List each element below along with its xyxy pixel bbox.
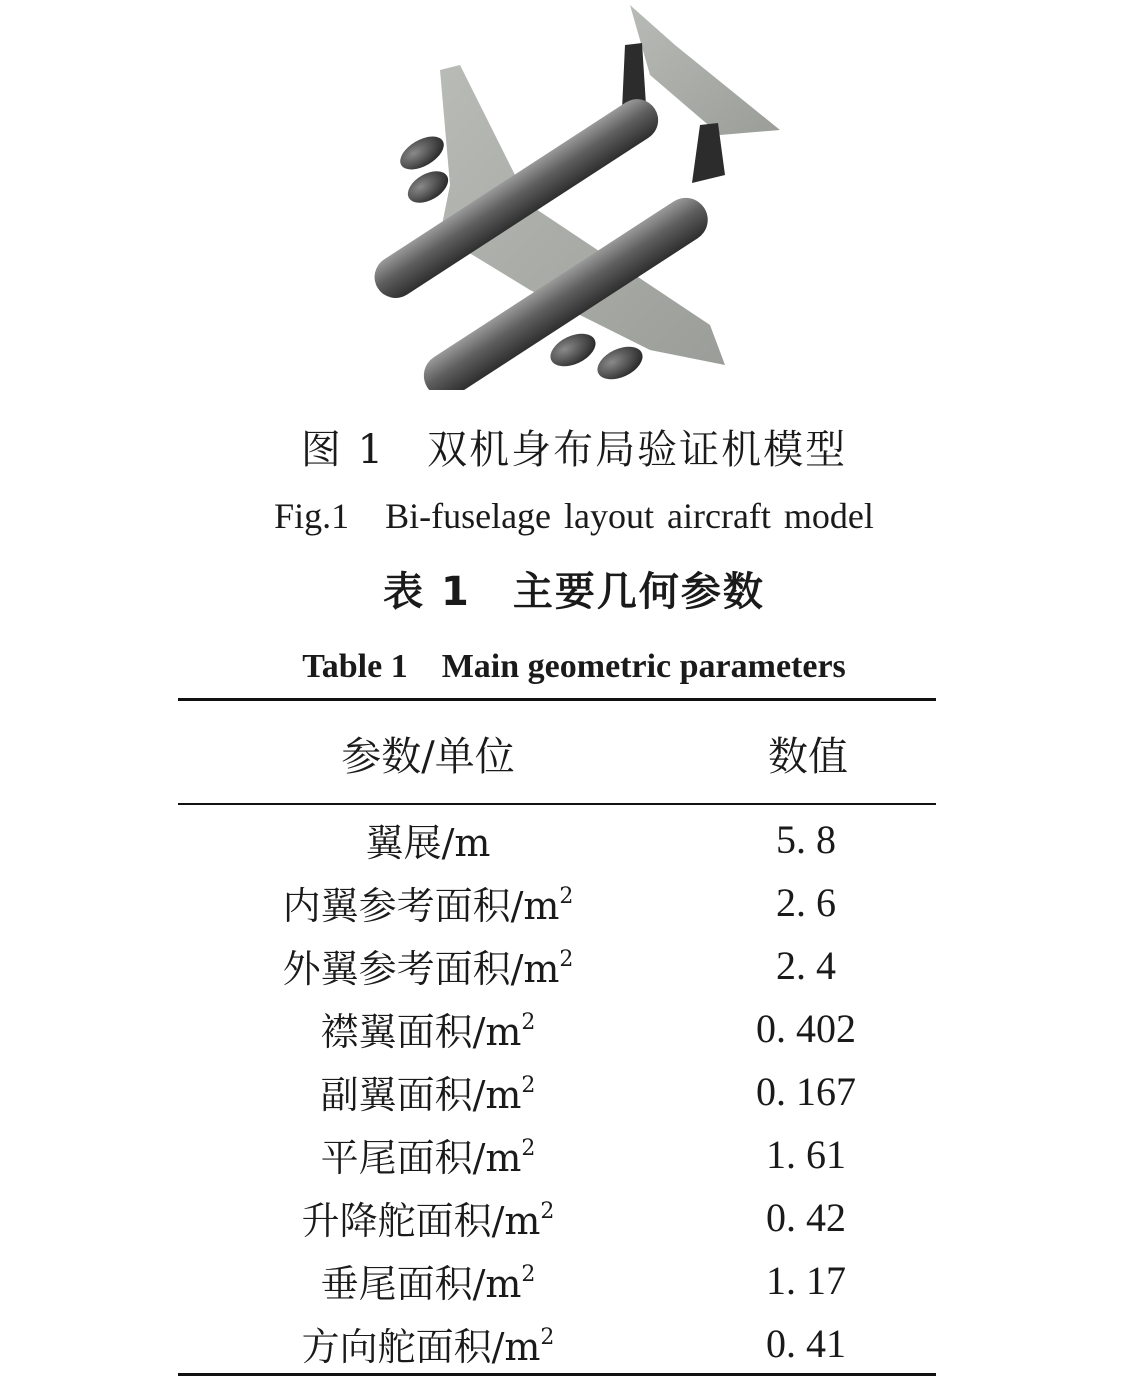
param-cell: 外翼参考面积$/m^2$ (282, 947, 574, 991)
value-cell: 0. 402 (756, 1006, 856, 1051)
param-cell: 襟翼面积$/m^2$ (320, 1010, 536, 1054)
bi-fuselage-aircraft-illustration (330, 5, 800, 390)
param-cell: 副翼面积$/m^2$ (320, 1073, 536, 1117)
engine-3 (545, 327, 600, 373)
table-bottom-rule (178, 1373, 936, 1376)
figure-caption-zh: 图 1 双机身布局验证机模型 (300, 427, 848, 473)
table-row (178, 1186, 936, 1249)
table-row (178, 871, 936, 934)
table-row (178, 1249, 936, 1312)
table-row (178, 1312, 936, 1375)
table-row (178, 1123, 936, 1186)
param-cell: 内翼参考面积$/m^2$ (282, 884, 574, 928)
table-row (178, 1060, 936, 1123)
table-row (178, 997, 936, 1060)
engine-2 (402, 165, 453, 210)
engine-4 (592, 340, 647, 386)
table-top-rule (178, 698, 936, 701)
engine-1 (395, 130, 450, 177)
value-cell: 0. 41 (766, 1321, 846, 1366)
param-cell: 方向舵面积$/m^2$ (301, 1325, 555, 1369)
value-cell: 5. 8 (776, 817, 836, 862)
figure-caption-en: Fig.1 Bi-fuselage layout aircraft model (274, 496, 874, 536)
table-caption-en: Table 1 Main geometric parameters (302, 648, 846, 685)
table-body (178, 808, 936, 1375)
param-cell: 垂尾面积$/m^2$ (320, 1262, 536, 1306)
table-row (178, 808, 936, 871)
table-caption-zh: 表 1 主要几何参数 (383, 569, 765, 615)
header-param: 参数/单位 (341, 734, 515, 780)
value-cell: 0. 42 (766, 1195, 846, 1240)
value-cell: 2. 4 (776, 943, 836, 988)
param-cell: 平尾面积$/m^2$ (320, 1136, 536, 1180)
value-cell: 2. 6 (776, 880, 836, 925)
param-cell: 翼展/m (365, 821, 491, 865)
table-row (178, 934, 936, 997)
param-cell: 升降舵面积$/m^2$ (301, 1199, 555, 1243)
value-cell: 1. 61 (766, 1132, 846, 1177)
header-value: 数值 (768, 734, 848, 780)
value-cell: 1. 17 (766, 1258, 846, 1303)
table-header-rule (178, 803, 936, 805)
aircraft-model-figure (330, 5, 800, 390)
value-cell: 0. 167 (756, 1069, 856, 1114)
